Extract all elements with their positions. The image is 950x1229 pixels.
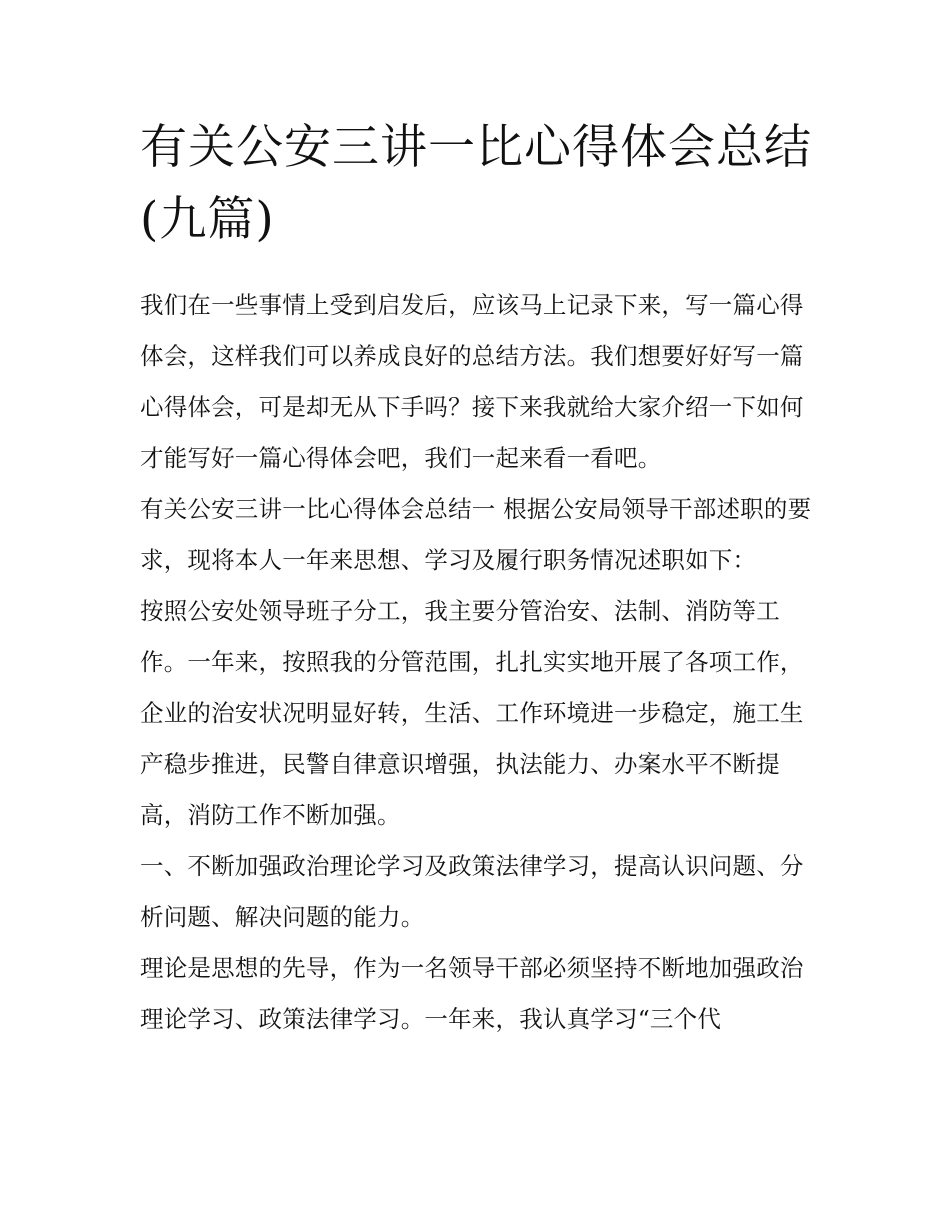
document-title: 有关公安三讲一比心得体会总结(九篇) [140, 120, 812, 247]
paragraph-work-division: 按照公安处领导班子分工，我主要分管治安、法制、消防等工作。一年来，按照我的分管范围，扎扎实实地开展了各项工作，企业的治安状况明显好转，生活、工作环境进一步稳定，施工生产稳步推进，民警自律意识增强，执法能力、办案水平不断提高，消防工作不断加强。 [140, 597, 804, 829]
paragraph-summary-one: 有关公安三讲一比心得体会总结一 根据公安局领导干部述职的要求，现将本人一年来思想、学习及履行职务情况述职如下： [140, 495, 812, 574]
paragraph-theory-study: 理论是思想的先导，作为一名领导干部必须坚持不断地加强政治理论学习、政策法律学习。一年来，我认真学习“三个代 [140, 954, 804, 1033]
document-body [140, 280, 820, 1045]
paragraph-intro: 我们在一些事情上受到启发后，应该马上记录下来，写一篇心得体会，这样我们可以养成良好的总结方法。我们想要好好写一篇心得体会，可是却无从下手吗？接下来我就给大家介绍一下如何才能写好一篇心得体会吧，我们一起来看一看吧。 [140, 291, 804, 472]
paragraph-section-one-heading: 一、不断加强政治理论学习及政策法律学习，提高认识问题、分析问题、解决问题的能力。 [140, 852, 804, 931]
